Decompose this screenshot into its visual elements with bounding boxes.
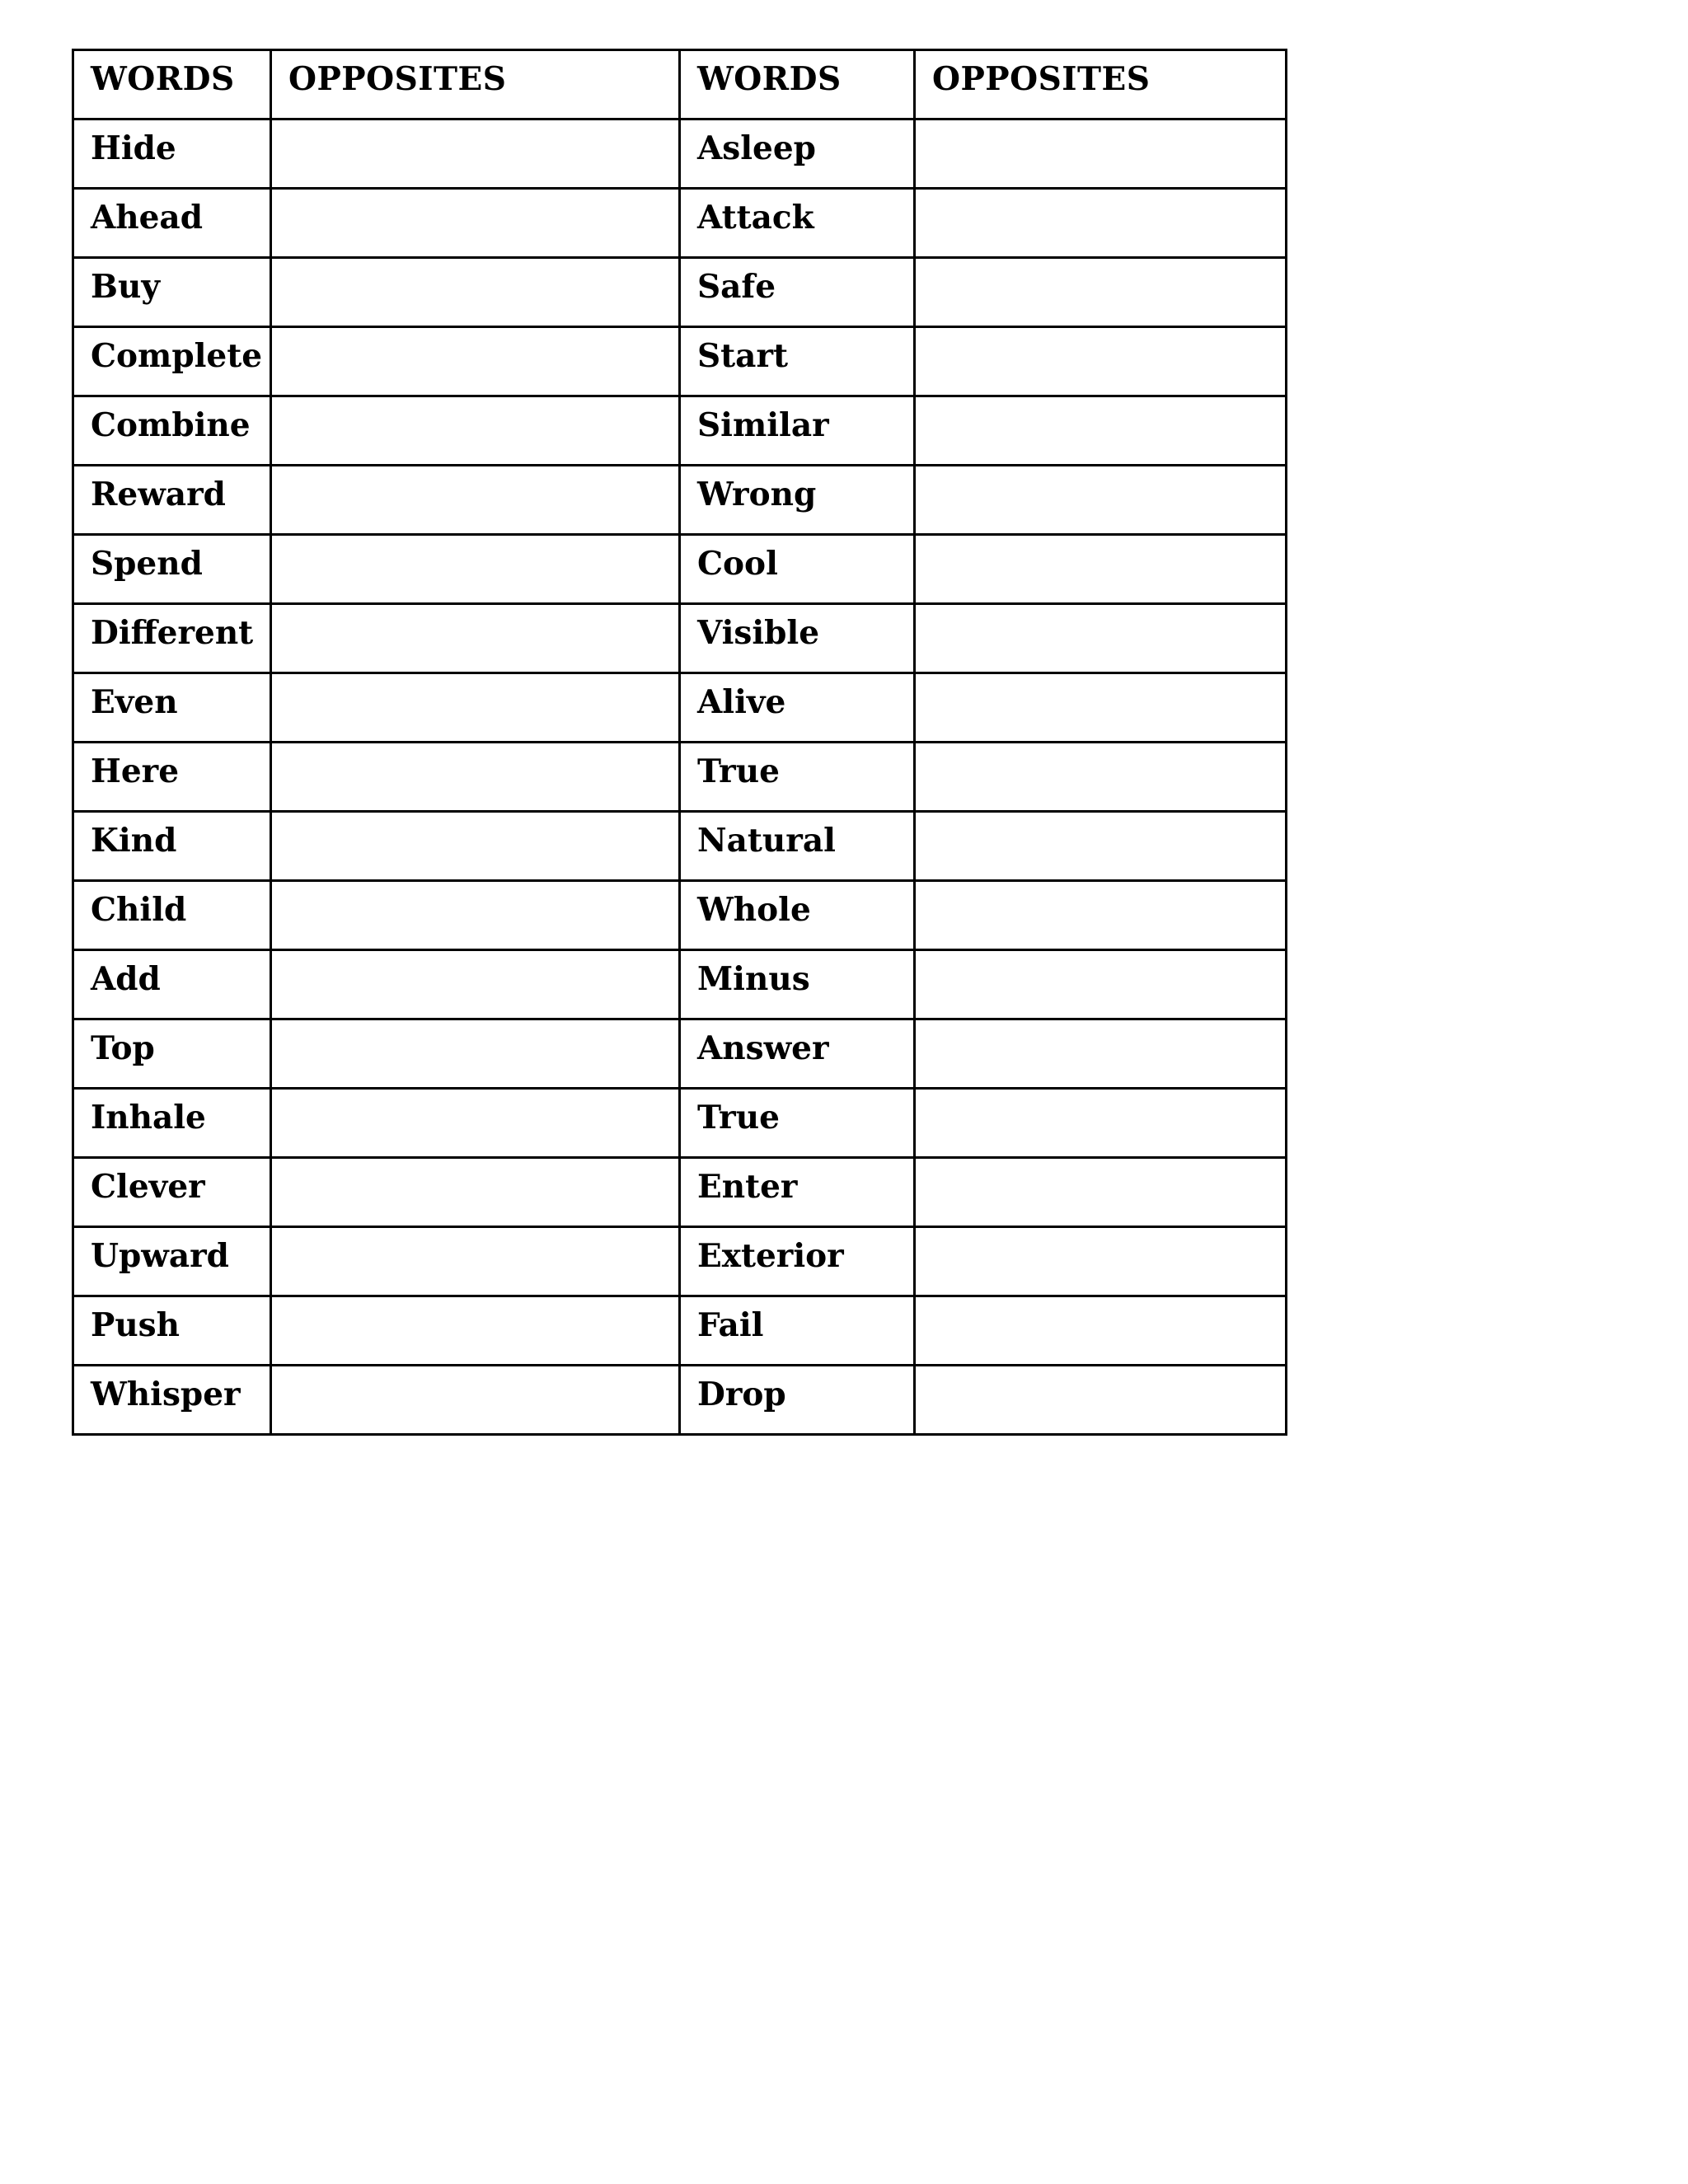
opposite-answer-cell-left[interactable] [271, 1366, 680, 1435]
word-cell-right: Drop [680, 1366, 915, 1435]
opposite-answer-cell-right[interactable] [915, 881, 1287, 950]
word-cell-right: Similar [680, 396, 915, 466]
opposite-answer-cell-left[interactable] [271, 466, 680, 535]
table-row [73, 120, 1287, 189]
table-row [73, 1158, 1287, 1227]
word-cell-right: Cool [680, 535, 915, 604]
opposite-answer-cell-left[interactable] [271, 189, 680, 258]
word-cell-right: Natural [680, 812, 915, 881]
opposite-answer-cell-left[interactable] [271, 1227, 680, 1296]
table-row [73, 950, 1287, 1019]
opposite-answer-cell-left[interactable] [271, 673, 680, 743]
word-cell-right: Start [680, 327, 915, 396]
opposite-answer-cell-left[interactable] [271, 1019, 680, 1089]
table-row [73, 881, 1287, 950]
word-cell-left: Combine [73, 396, 271, 466]
word-cell-left: Here [73, 743, 271, 812]
opposite-answer-cell-left[interactable] [271, 1089, 680, 1158]
header-opposites-right: OPPOSITES [915, 50, 1287, 120]
opposite-answer-cell-right[interactable] [915, 1158, 1287, 1227]
opposite-answer-cell-left[interactable] [271, 120, 680, 189]
header-row [73, 50, 1287, 120]
word-cell-right: Fail [680, 1296, 915, 1366]
word-cell-right: True [680, 743, 915, 812]
opposite-answer-cell-right[interactable] [915, 1296, 1287, 1366]
word-cell-right: Visible [680, 604, 915, 673]
word-cell-left: Buy [73, 258, 271, 327]
opposite-answer-cell-left[interactable] [271, 327, 680, 396]
table-row [73, 466, 1287, 535]
table-row [73, 604, 1287, 673]
table-row [73, 327, 1287, 396]
opposite-answer-cell-right[interactable] [915, 743, 1287, 812]
word-cell-left: Spend [73, 535, 271, 604]
opposite-answer-cell-left[interactable] [271, 258, 680, 327]
word-cell-right: Safe [680, 258, 915, 327]
opposite-answer-cell-left[interactable] [271, 812, 680, 881]
opposites-worksheet-table [72, 49, 1287, 1436]
table-row [73, 1296, 1287, 1366]
opposite-answer-cell-left[interactable] [271, 743, 680, 812]
table-row [73, 812, 1287, 881]
header-words-right: WORDS [680, 50, 915, 120]
word-cell-right: True [680, 1089, 915, 1158]
word-cell-right: Alive [680, 673, 915, 743]
table-row [73, 535, 1287, 604]
word-cell-right: Wrong [680, 466, 915, 535]
opposite-answer-cell-right[interactable] [915, 1366, 1287, 1435]
table-row [73, 189, 1287, 258]
opposite-answer-cell-right[interactable] [915, 189, 1287, 258]
word-cell-left: Complete [73, 327, 271, 396]
opposite-answer-cell-right[interactable] [915, 673, 1287, 743]
opposite-answer-cell-right[interactable] [915, 327, 1287, 396]
opposite-answer-cell-right[interactable] [915, 396, 1287, 466]
opposite-answer-cell-right[interactable] [915, 812, 1287, 881]
word-cell-left: Inhale [73, 1089, 271, 1158]
word-cell-right: Enter [680, 1158, 915, 1227]
table-row [73, 673, 1287, 743]
opposite-answer-cell-right[interactable] [915, 466, 1287, 535]
opposite-answer-cell-right[interactable] [915, 535, 1287, 604]
word-cell-left: Kind [73, 812, 271, 881]
word-cell-left: Even [73, 673, 271, 743]
table-row [73, 1089, 1287, 1158]
word-cell-right: Attack [680, 189, 915, 258]
header-opposites-left: OPPOSITES [271, 50, 680, 120]
table-row [73, 258, 1287, 327]
header-words-left: WORDS [73, 50, 271, 120]
opposite-answer-cell-left[interactable] [271, 950, 680, 1019]
worksheet-body [73, 50, 1287, 1435]
word-cell-right: Exterior [680, 1227, 915, 1296]
word-cell-left: Add [73, 950, 271, 1019]
word-cell-right: Whole [680, 881, 915, 950]
opposite-answer-cell-right[interactable] [915, 1019, 1287, 1089]
word-cell-left: Push [73, 1296, 271, 1366]
opposite-answer-cell-left[interactable] [271, 535, 680, 604]
word-cell-left: Ahead [73, 189, 271, 258]
word-cell-left: Upward [73, 1227, 271, 1296]
table-row [73, 396, 1287, 466]
opposite-answer-cell-left[interactable] [271, 396, 680, 466]
opposite-answer-cell-right[interactable] [915, 604, 1287, 673]
word-cell-left: Top [73, 1019, 271, 1089]
table-row [73, 1366, 1287, 1435]
word-cell-right: Minus [680, 950, 915, 1019]
opposite-answer-cell-right[interactable] [915, 1227, 1287, 1296]
opposite-answer-cell-right[interactable] [915, 258, 1287, 327]
opposite-answer-cell-right[interactable] [915, 1089, 1287, 1158]
word-cell-left: Reward [73, 466, 271, 535]
word-cell-left: Hide [73, 120, 271, 189]
table-row [73, 743, 1287, 812]
table-row [73, 1019, 1287, 1089]
opposite-answer-cell-left[interactable] [271, 1296, 680, 1366]
word-cell-left: Different [73, 604, 271, 673]
opposite-answer-cell-left[interactable] [271, 1158, 680, 1227]
word-cell-right: Answer [680, 1019, 915, 1089]
opposite-answer-cell-right[interactable] [915, 120, 1287, 189]
word-cell-left: Whisper [73, 1366, 271, 1435]
word-cell-left: Child [73, 881, 271, 950]
opposite-answer-cell-left[interactable] [271, 604, 680, 673]
opposite-answer-cell-left[interactable] [271, 881, 680, 950]
word-cell-right: Asleep [680, 120, 915, 189]
opposite-answer-cell-right[interactable] [915, 950, 1287, 1019]
table-row [73, 1227, 1287, 1296]
word-cell-left: Clever [73, 1158, 271, 1227]
